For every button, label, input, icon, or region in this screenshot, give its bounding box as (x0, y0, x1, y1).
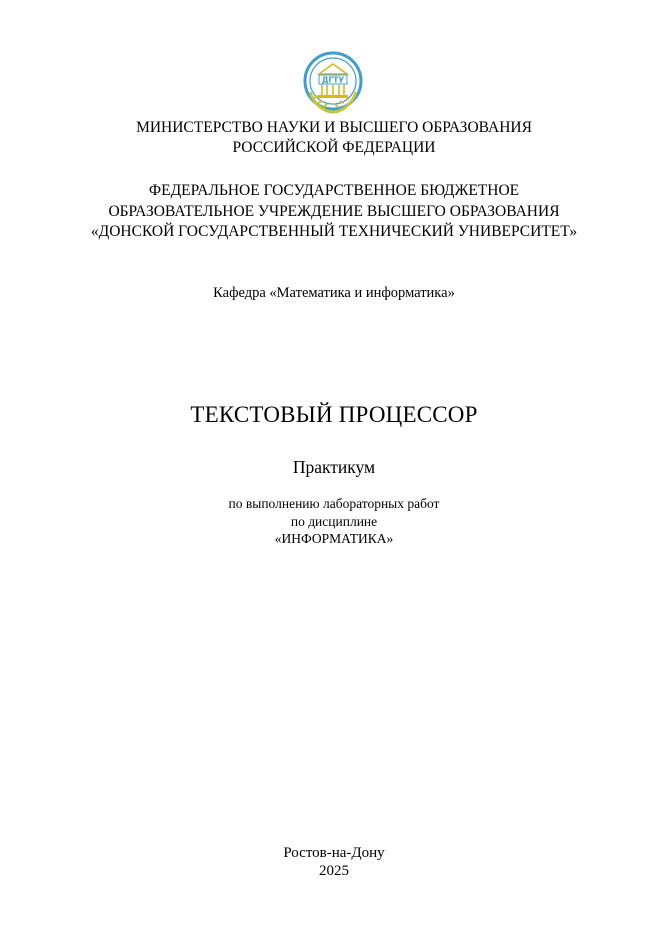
institution-line-2: ОБРАЗОВАТЕЛЬНОЕ УЧРЕЖДЕНИЕ ВЫСШЕГО ОБРАЗОВАНИЯ (108, 202, 560, 220)
city: Ростов-на-Дону (283, 845, 385, 861)
institution-block (0, 181, 668, 243)
description-line-2: по дисциплине (290, 513, 378, 529)
year: 2025 (319, 863, 349, 879)
university-logo (300, 50, 366, 116)
description-block (0, 495, 668, 548)
institution-line-1: ФЕДЕРАЛЬНОЕ ГОСУДАРСТВЕННОЕ БЮДЖЕТНОЕ (148, 182, 520, 199)
description-line-3: «ИНФОРМАТИКА» (274, 531, 394, 546)
institution-line-3: «ДОНСКОЙ ГОСУДАРСТВЕННЫЙ ТЕХНИЧЕСКИЙ УНИВЕРСИТЕТ» (90, 223, 578, 240)
document-title: ТЕКСТОВЫЙ ПРОЦЕССОР (190, 402, 478, 427)
ministry-line-2: РОССИЙСКОЙ ФЕДЕРАЦИИ (232, 139, 436, 156)
description-line-1: по выполнению лабораторных работ (228, 496, 440, 511)
ministry-block (0, 118, 668, 158)
ministry-line-1: МИНИСТЕРСТВО НАУКИ И ВЫСШЕГО ОБРАЗОВАНИЯ (136, 119, 532, 136)
document-subtitle: Практикум (292, 457, 376, 477)
svg-text:ДГТУ: ДГТУ (321, 75, 345, 85)
university-emblem-icon (300, 50, 366, 116)
department-name: Кафедра «Математика и информатика» (213, 285, 455, 301)
